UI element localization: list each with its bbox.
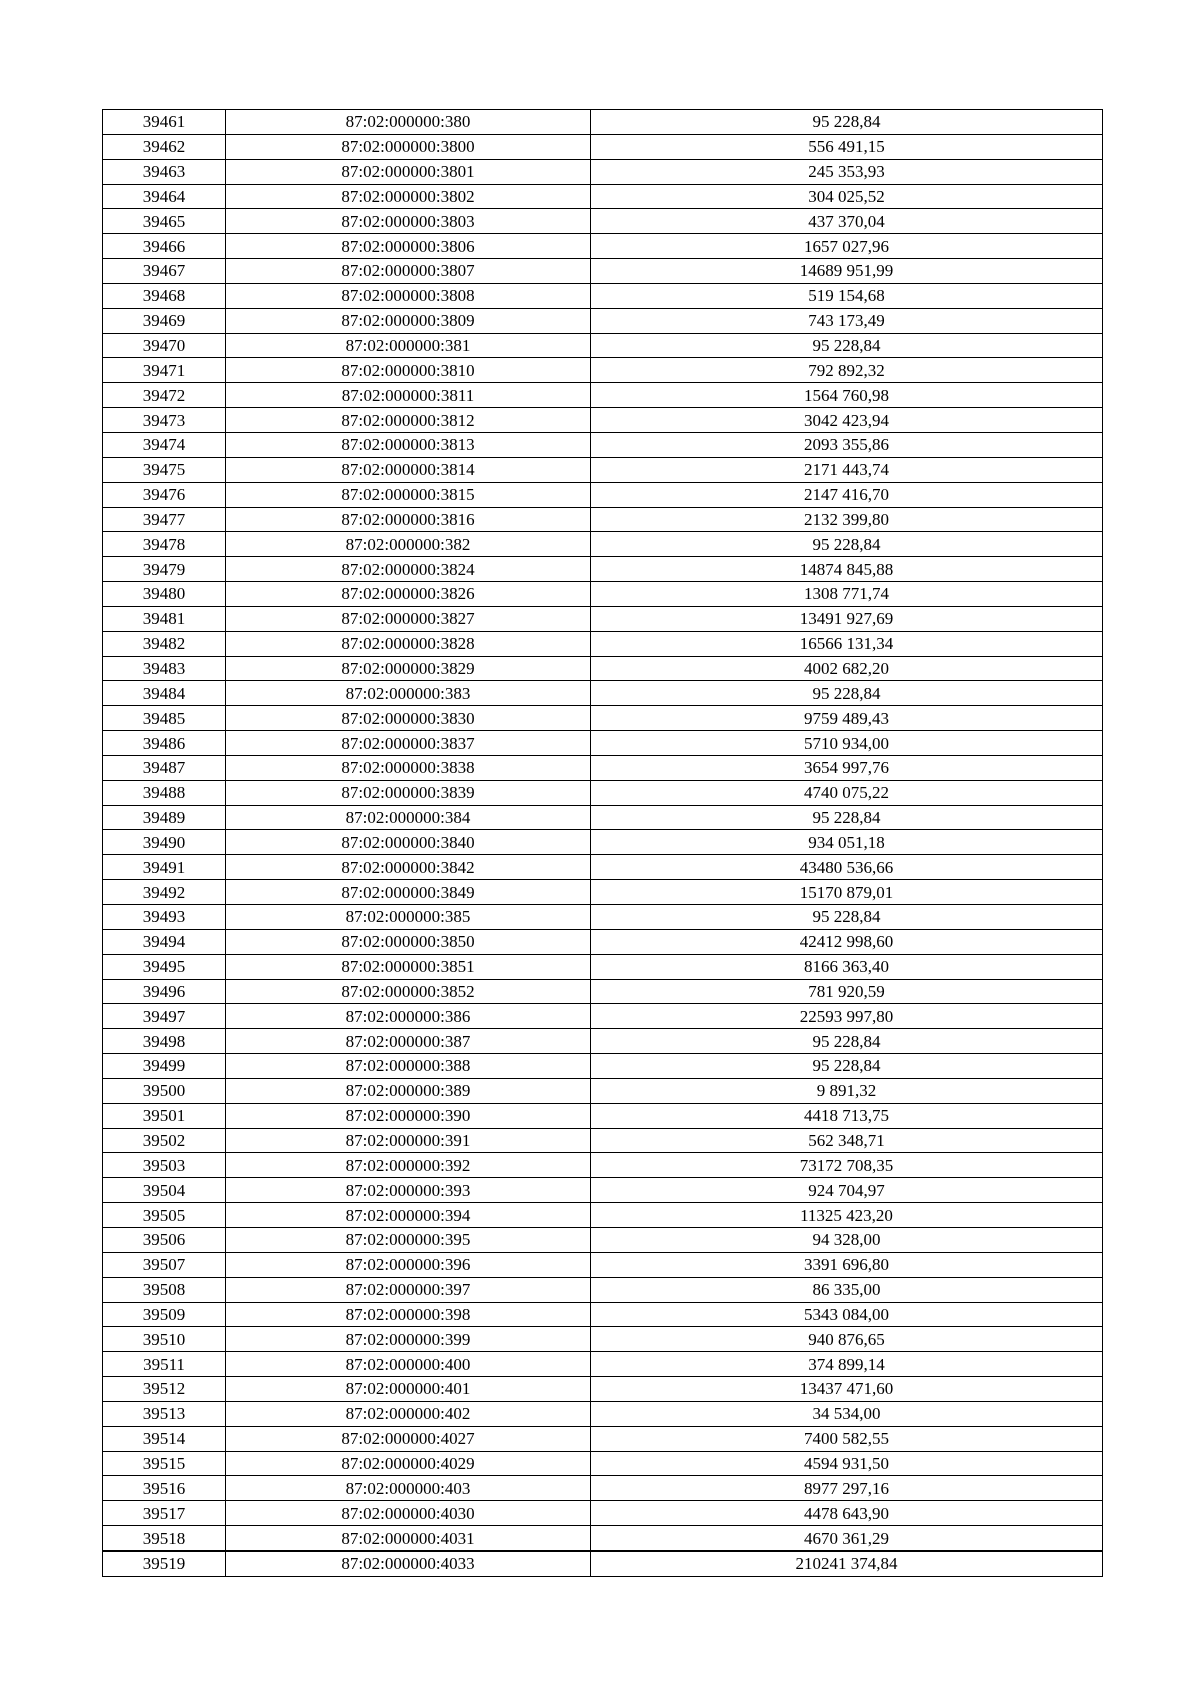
cadastral-value-cell: 1564 760,98 [591, 383, 1103, 408]
table-row [103, 855, 1103, 880]
table-row [103, 1252, 1103, 1277]
row-number-cell: 39468 [103, 283, 226, 308]
table-row [103, 358, 1103, 383]
cadastral-value-cell: 7400 582,55 [591, 1426, 1103, 1451]
table-row [103, 805, 1103, 830]
cadastral-number-cell: 87:02:000000:388 [226, 1054, 591, 1079]
cadastral-number-cell: 87:02:000000:3800 [226, 134, 591, 159]
table-row [103, 1054, 1103, 1079]
row-number-cell: 39502 [103, 1128, 226, 1153]
cadastral-number-cell: 87:02:000000:3839 [226, 780, 591, 805]
cadastral-number-cell: 87:02:000000:382 [226, 532, 591, 557]
row-number-cell: 39492 [103, 880, 226, 905]
cadastral-number-cell: 87:02:000000:386 [226, 1004, 591, 1029]
cadastral-value-cell: 34 534,00 [591, 1401, 1103, 1426]
cadastral-number-cell: 87:02:000000:383 [226, 681, 591, 706]
table-row [103, 507, 1103, 532]
cadastral-number-cell: 87:02:000000:4029 [226, 1451, 591, 1476]
table-row [103, 1153, 1103, 1178]
cadastral-value-cell: 934 051,18 [591, 830, 1103, 855]
row-number-cell: 39479 [103, 557, 226, 582]
cadastral-number-cell: 87:02:000000:389 [226, 1078, 591, 1103]
cadastral-value-cell: 43480 536,66 [591, 855, 1103, 880]
row-number-cell: 39496 [103, 979, 226, 1004]
cadastral-number-cell: 87:02:000000:394 [226, 1203, 591, 1228]
cadastral-value-cell: 924 704,97 [591, 1178, 1103, 1203]
row-number-cell: 39497 [103, 1004, 226, 1029]
row-number-cell: 39488 [103, 780, 226, 805]
table-row [103, 706, 1103, 731]
cadastral-number-cell: 87:02:000000:399 [226, 1327, 591, 1352]
table-row [103, 656, 1103, 681]
row-number-cell: 39465 [103, 209, 226, 234]
cadastral-value-cell: 3654 997,76 [591, 755, 1103, 780]
cadastral-number-cell: 87:02:000000:3838 [226, 755, 591, 780]
row-number-cell: 39501 [103, 1103, 226, 1128]
cadastral-number-cell: 87:02:000000:396 [226, 1252, 591, 1277]
table-row [103, 333, 1103, 358]
table-row [103, 159, 1103, 184]
table-row [103, 731, 1103, 756]
cadastral-number-cell: 87:02:000000:401 [226, 1377, 591, 1402]
table-row [103, 1426, 1103, 1451]
cadastral-value-cell: 22593 997,80 [591, 1004, 1103, 1029]
table-row [103, 1103, 1103, 1128]
row-number-cell: 39509 [103, 1302, 226, 1327]
cadastral-value-cell: 8977 297,16 [591, 1476, 1103, 1501]
cadastral-value-cell: 86 335,00 [591, 1277, 1103, 1302]
cadastral-value-cell: 8166 363,40 [591, 954, 1103, 979]
cadastral-number-cell: 87:02:000000:3828 [226, 631, 591, 656]
cadastral-value-cell: 9759 489,43 [591, 706, 1103, 731]
row-number-cell: 39466 [103, 234, 226, 259]
row-number-cell: 39476 [103, 482, 226, 507]
cadastral-number-cell: 87:02:000000:3809 [226, 308, 591, 333]
row-number-cell: 39515 [103, 1451, 226, 1476]
cadastral-value-cell: 5343 084,00 [591, 1302, 1103, 1327]
cadastral-number-cell: 87:02:000000:402 [226, 1401, 591, 1426]
table-row [103, 1526, 1103, 1551]
row-number-cell: 39475 [103, 457, 226, 482]
cadastral-value-cell: 95 228,84 [591, 532, 1103, 557]
row-number-cell: 39506 [103, 1227, 226, 1252]
cadastral-number-cell: 87:02:000000:403 [226, 1476, 591, 1501]
cadastral-number-cell: 87:02:000000:387 [226, 1029, 591, 1054]
table-row [103, 283, 1103, 308]
row-number-cell: 39494 [103, 929, 226, 954]
cadastral-number-cell: 87:02:000000:3850 [226, 929, 591, 954]
cadastral-number-cell: 87:02:000000:3851 [226, 954, 591, 979]
table-row [103, 259, 1103, 284]
row-number-cell: 39467 [103, 259, 226, 284]
table-row [103, 110, 1103, 135]
cadastral-value-cell: 4002 682,20 [591, 656, 1103, 681]
cadastral-number-cell: 87:02:000000:3829 [226, 656, 591, 681]
table-row [103, 308, 1103, 333]
row-number-cell: 39513 [103, 1401, 226, 1426]
table-row [103, 880, 1103, 905]
row-number-cell: 39478 [103, 532, 226, 557]
cadastral-number-cell: 87:02:000000:395 [226, 1227, 591, 1252]
row-number-cell: 39485 [103, 706, 226, 731]
cadastral-value-cell: 4670 361,29 [591, 1526, 1103, 1551]
cadastral-number-cell: 87:02:000000:3840 [226, 830, 591, 855]
cadastral-number-cell: 87:02:000000:3830 [226, 706, 591, 731]
row-number-cell: 39499 [103, 1054, 226, 1079]
row-number-cell: 39464 [103, 184, 226, 209]
cadastral-value-cell: 13437 471,60 [591, 1377, 1103, 1402]
table-row [103, 582, 1103, 607]
row-number-cell: 39462 [103, 134, 226, 159]
cadastral-value-cell: 42412 998,60 [591, 929, 1103, 954]
cadastral-value-cell: 1308 771,74 [591, 582, 1103, 607]
table-row [103, 1203, 1103, 1228]
cadastral-value-cell: 2132 399,80 [591, 507, 1103, 532]
row-number-cell: 39487 [103, 755, 226, 780]
cadastral-value-cell: 13491 927,69 [591, 606, 1103, 631]
cadastral-number-cell: 87:02:000000:3826 [226, 582, 591, 607]
cadastral-number-cell: 87:02:000000:4033 [226, 1551, 591, 1576]
row-number-cell: 39511 [103, 1352, 226, 1377]
cadastral-value-cell: 3042 423,94 [591, 408, 1103, 433]
cadastral-number-cell: 87:02:000000:398 [226, 1302, 591, 1327]
cadastral-value-cell: 940 876,65 [591, 1327, 1103, 1352]
cadastral-value-cell: 4418 713,75 [591, 1103, 1103, 1128]
cadastral-value-cell: 95 228,84 [591, 805, 1103, 830]
table-row [103, 1302, 1103, 1327]
table-row [103, 681, 1103, 706]
cadastral-number-cell: 87:02:000000:380 [226, 110, 591, 135]
cadastral-number-cell: 87:02:000000:3812 [226, 408, 591, 433]
row-number-cell: 39505 [103, 1203, 226, 1228]
table-row [103, 1451, 1103, 1476]
cadastral-number-cell: 87:02:000000:4030 [226, 1501, 591, 1526]
cadastral-number-cell: 87:02:000000:3837 [226, 731, 591, 756]
table-row [103, 457, 1103, 482]
cadastral-number-cell: 87:02:000000:400 [226, 1352, 591, 1377]
cadastral-number-cell: 87:02:000000:4027 [226, 1426, 591, 1451]
cadastral-value-cell: 73172 708,35 [591, 1153, 1103, 1178]
cadastral-number-cell: 87:02:000000:393 [226, 1178, 591, 1203]
table-row [103, 1401, 1103, 1426]
table-row [103, 755, 1103, 780]
row-number-cell: 39482 [103, 631, 226, 656]
table-row [103, 557, 1103, 582]
table-row [103, 1128, 1103, 1153]
cadastral-number-cell: 87:02:000000:3816 [226, 507, 591, 532]
table-row [103, 954, 1103, 979]
cadastral-value-cell: 11325 423,20 [591, 1203, 1103, 1228]
row-number-cell: 39477 [103, 507, 226, 532]
cadastral-value-cell: 95 228,84 [591, 1054, 1103, 1079]
row-number-cell: 39463 [103, 159, 226, 184]
cadastral-value-cell: 14874 845,88 [591, 557, 1103, 582]
row-number-cell: 39500 [103, 1078, 226, 1103]
row-number-cell: 39516 [103, 1476, 226, 1501]
cadastral-value-cell: 95 228,84 [591, 681, 1103, 706]
table-row [103, 1029, 1103, 1054]
cadastral-value-cell: 556 491,15 [591, 134, 1103, 159]
table-row [103, 432, 1103, 457]
cadastral-number-cell: 87:02:000000:397 [226, 1277, 591, 1302]
cadastral-number-cell: 87:02:000000:3824 [226, 557, 591, 582]
row-number-cell: 39514 [103, 1426, 226, 1451]
row-number-cell: 39498 [103, 1029, 226, 1054]
cadastral-value-cell: 9 891,32 [591, 1078, 1103, 1103]
row-number-cell: 39518 [103, 1526, 226, 1551]
cadastral-number-cell: 87:02:000000:3814 [226, 457, 591, 482]
cadastral-number-cell: 87:02:000000:391 [226, 1128, 591, 1153]
cadastral-value-cell: 16566 131,34 [591, 631, 1103, 656]
cadastral-number-cell: 87:02:000000:3852 [226, 979, 591, 1004]
row-number-cell: 39503 [103, 1153, 226, 1178]
row-number-cell: 39510 [103, 1327, 226, 1352]
cadastral-number-cell: 87:02:000000:3849 [226, 880, 591, 905]
row-number-cell: 39480 [103, 582, 226, 607]
table-row [103, 830, 1103, 855]
cadastral-value-cell: 245 353,93 [591, 159, 1103, 184]
table-row [103, 780, 1103, 805]
row-number-cell: 39507 [103, 1252, 226, 1277]
cadastral-value-cell: 792 892,32 [591, 358, 1103, 383]
row-number-cell: 39470 [103, 333, 226, 358]
table-row [103, 606, 1103, 631]
table-row [103, 234, 1103, 259]
row-number-cell: 39495 [103, 954, 226, 979]
table-row [103, 905, 1103, 930]
cadastral-number-cell: 87:02:000000:3813 [226, 432, 591, 457]
row-number-cell: 39472 [103, 383, 226, 408]
cadastral-number-cell: 87:02:000000:3808 [226, 283, 591, 308]
cadastral-number-cell: 87:02:000000:381 [226, 333, 591, 358]
row-number-cell: 39491 [103, 855, 226, 880]
table-row [103, 1078, 1103, 1103]
table-row [103, 1501, 1103, 1526]
cadastral-value-cell: 14689 951,99 [591, 259, 1103, 284]
row-number-cell: 39486 [103, 731, 226, 756]
cadastral-value-cell: 437 370,04 [591, 209, 1103, 234]
table-row [103, 1352, 1103, 1377]
cadastral-number-cell: 87:02:000000:3806 [226, 234, 591, 259]
cadastral-number-cell: 87:02:000000:3801 [226, 159, 591, 184]
cadastral-value-cell: 4594 931,50 [591, 1451, 1103, 1476]
cadastral-value-cell: 562 348,71 [591, 1128, 1103, 1153]
cadastral-number-cell: 87:02:000000:4031 [226, 1526, 591, 1551]
cadastral-value-cell: 210241 374,84 [591, 1551, 1103, 1576]
cadastral-number-cell: 87:02:000000:3810 [226, 358, 591, 383]
row-number-cell: 39484 [103, 681, 226, 706]
table-row [103, 134, 1103, 159]
row-number-cell: 39483 [103, 656, 226, 681]
table-row [103, 532, 1103, 557]
table-row [103, 408, 1103, 433]
table-row [103, 1377, 1103, 1402]
table-body [103, 110, 1103, 1577]
cadastral-number-cell: 87:02:000000:3842 [226, 855, 591, 880]
cadastral-value-cell: 95 228,84 [591, 333, 1103, 358]
table-row [103, 1476, 1103, 1501]
row-number-cell: 39508 [103, 1277, 226, 1302]
row-number-cell: 39517 [103, 1501, 226, 1526]
table-row [103, 929, 1103, 954]
table-row [103, 1004, 1103, 1029]
cadastral-number-cell: 87:02:000000:3802 [226, 184, 591, 209]
row-number-cell: 39461 [103, 110, 226, 135]
cadastral-number-cell: 87:02:000000:3803 [226, 209, 591, 234]
cadastral-value-cell: 3391 696,80 [591, 1252, 1103, 1277]
cadastral-value-cell: 4740 075,22 [591, 780, 1103, 805]
row-number-cell: 39473 [103, 408, 226, 433]
table-row [103, 1551, 1103, 1576]
cadastral-value-table [102, 109, 1103, 1577]
cadastral-value-cell: 374 899,14 [591, 1352, 1103, 1377]
cadastral-value-cell: 519 154,68 [591, 283, 1103, 308]
row-number-cell: 39471 [103, 358, 226, 383]
cadastral-number-cell: 87:02:000000:3811 [226, 383, 591, 408]
cadastral-value-cell: 95 228,84 [591, 110, 1103, 135]
cadastral-value-cell: 2171 443,74 [591, 457, 1103, 482]
cadastral-number-cell: 87:02:000000:3807 [226, 259, 591, 284]
row-number-cell: 39481 [103, 606, 226, 631]
cadastral-value-cell: 1657 027,96 [591, 234, 1103, 259]
cadastral-number-cell: 87:02:000000:390 [226, 1103, 591, 1128]
cadastral-value-cell: 94 328,00 [591, 1227, 1103, 1252]
cadastral-value-cell: 95 228,84 [591, 905, 1103, 930]
cadastral-number-cell: 87:02:000000:392 [226, 1153, 591, 1178]
row-number-cell: 39490 [103, 830, 226, 855]
table-row [103, 631, 1103, 656]
cadastral-number-cell: 87:02:000000:385 [226, 905, 591, 930]
table-row [103, 1178, 1103, 1203]
cadastral-value-cell: 95 228,84 [591, 1029, 1103, 1054]
row-number-cell: 39469 [103, 308, 226, 333]
row-number-cell: 39519 [103, 1551, 226, 1576]
cadastral-value-cell: 15170 879,01 [591, 880, 1103, 905]
cadastral-value-cell: 2147 416,70 [591, 482, 1103, 507]
table-row [103, 482, 1103, 507]
table-row [103, 209, 1103, 234]
table-row [103, 1227, 1103, 1252]
cadastral-value-cell: 4478 643,90 [591, 1501, 1103, 1526]
cadastral-value-cell: 304 025,52 [591, 184, 1103, 209]
cadastral-value-cell: 781 920,59 [591, 979, 1103, 1004]
row-number-cell: 39504 [103, 1178, 226, 1203]
cadastral-number-cell: 87:02:000000:384 [226, 805, 591, 830]
cadastral-number-cell: 87:02:000000:3827 [226, 606, 591, 631]
table-row [103, 1277, 1103, 1302]
table-row [103, 979, 1103, 1004]
row-number-cell: 39512 [103, 1377, 226, 1402]
row-number-cell: 39489 [103, 805, 226, 830]
cadastral-value-cell: 5710 934,00 [591, 731, 1103, 756]
cadastral-value-cell: 2093 355,86 [591, 432, 1103, 457]
table-row [103, 1327, 1103, 1352]
table-row [103, 184, 1103, 209]
cadastral-value-cell: 743 173,49 [591, 308, 1103, 333]
table-row [103, 383, 1103, 408]
cadastral-number-cell: 87:02:000000:3815 [226, 482, 591, 507]
row-number-cell: 39474 [103, 432, 226, 457]
row-number-cell: 39493 [103, 905, 226, 930]
